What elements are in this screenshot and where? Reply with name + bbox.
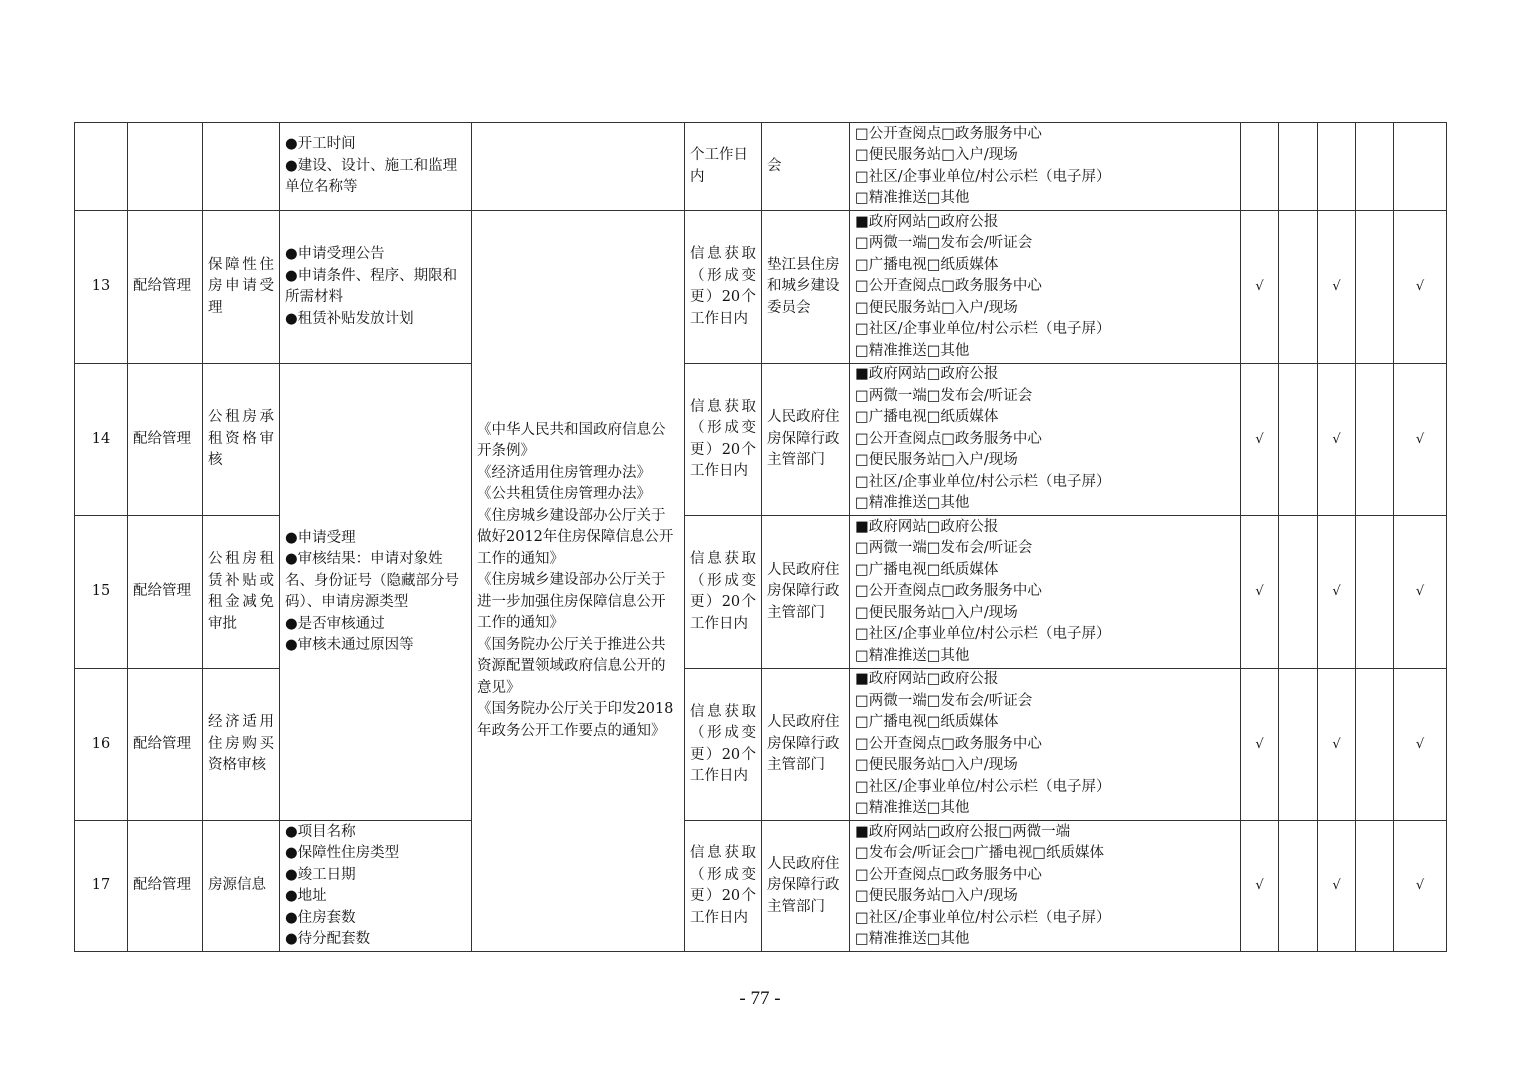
check-cell bbox=[1241, 123, 1279, 211]
content-line: ●审核未通过原因等 bbox=[285, 637, 414, 653]
check-cell bbox=[1318, 123, 1356, 211]
check-cell bbox=[1356, 123, 1394, 211]
check-cell bbox=[1279, 211, 1318, 364]
content-line: ●建设、设计、施工和监理单位名称等 bbox=[285, 157, 458, 196]
category-cell: 配给管理 bbox=[128, 211, 203, 364]
category-cell: 配给管理 bbox=[128, 821, 203, 952]
row-number: 14 bbox=[75, 364, 128, 516]
channel-line: □公开查阅点□政务服务中心 bbox=[855, 430, 1042, 447]
table-row-17 bbox=[75, 821, 1447, 952]
item-cell: 保障性住房申请受理 bbox=[203, 211, 280, 364]
channel-line: □便民服务站□入户/现场 bbox=[855, 299, 1018, 316]
basis-cell bbox=[472, 211, 685, 952]
table-row-13 bbox=[75, 211, 1447, 364]
check-cell bbox=[1356, 821, 1394, 952]
category-cell bbox=[128, 123, 203, 211]
check-cell: √ bbox=[1241, 516, 1279, 669]
basis-line: 《公共租赁住房管理办法》 bbox=[477, 486, 651, 503]
channel-line: □精准推送□其他 bbox=[855, 495, 970, 512]
content-line: ●审核结果：申请对象姓名、身份证号（隐藏部分号码）、申请房源类型 bbox=[285, 551, 459, 610]
check-cell: √ bbox=[1394, 211, 1447, 364]
timeframe-cell: 信息获取（形成变更）20个工作日内 bbox=[685, 211, 762, 364]
channel-line: □广播电视□纸质媒体 bbox=[855, 409, 999, 426]
check-cell: √ bbox=[1318, 516, 1356, 669]
content-line: ●地址 bbox=[285, 888, 327, 904]
subject-cell: 垫江县住房和城乡建设委员会 bbox=[762, 211, 850, 364]
content-cell bbox=[280, 123, 472, 211]
row-number bbox=[75, 123, 128, 211]
content-line: ●是否审核通过 bbox=[285, 615, 385, 632]
check-cell: √ bbox=[1394, 821, 1447, 952]
check-cell: √ bbox=[1241, 821, 1279, 952]
channel-line: □社区/企事业单位/村公示栏（电子屏） bbox=[855, 321, 1111, 338]
channel-line: □两微一端□发布会/听证会 bbox=[855, 235, 1033, 252]
channels-cell bbox=[850, 211, 1241, 364]
content-line: ●竣工日期 bbox=[285, 866, 356, 883]
channel-line: □公开查阅点□政务服务中心 bbox=[855, 735, 1042, 752]
channel-line: □两微一端□发布会/听证会 bbox=[855, 387, 1033, 404]
check-cell bbox=[1356, 669, 1394, 821]
channels-cell bbox=[850, 821, 1241, 952]
channel-line: ■政府网站□政府公报 bbox=[855, 671, 999, 688]
check-cell bbox=[1356, 211, 1394, 364]
check-cell bbox=[1394, 123, 1447, 211]
channel-line: ■政府网站□政府公报 bbox=[855, 518, 999, 535]
page-number: - 77 - bbox=[739, 988, 781, 1009]
check-cell: √ bbox=[1394, 516, 1447, 669]
channel-line: □社区/企事业单位/村公示栏（电子屏） bbox=[855, 168, 1111, 185]
check-cell: √ bbox=[1318, 821, 1356, 952]
row-number: 15 bbox=[75, 516, 128, 669]
check-cell bbox=[1356, 364, 1394, 516]
check-cell: √ bbox=[1241, 669, 1279, 821]
channels-cell bbox=[850, 669, 1241, 821]
check-cell bbox=[1279, 821, 1318, 952]
channel-line: □便民服务站□入户/现场 bbox=[855, 604, 1018, 621]
table-row-14 bbox=[75, 364, 1447, 516]
row-number: 17 bbox=[75, 821, 128, 952]
channel-line: □广播电视□纸质媒体 bbox=[855, 561, 999, 578]
content-line: ●项目名称 bbox=[285, 823, 356, 840]
subject-cell: 人民政府住房保障行政主管部门 bbox=[762, 669, 850, 821]
category-cell: 配给管理 bbox=[128, 516, 203, 669]
channel-line: □公开查阅点□政务服务中心 bbox=[855, 866, 1042, 883]
check-cell: √ bbox=[1241, 364, 1279, 516]
row-number: 16 bbox=[75, 669, 128, 821]
timeframe-cell: 信息获取（形成变更）20个工作日内 bbox=[685, 821, 762, 952]
channels-cell bbox=[850, 123, 1241, 211]
content-line: ●住房套数 bbox=[285, 909, 356, 926]
channel-line: □精准推送□其他 bbox=[855, 190, 970, 206]
timeframe-cell: 信息获取（形成变更）20个工作日内 bbox=[685, 364, 762, 516]
channel-line: □社区/企事业单位/村公示栏（电子屏） bbox=[855, 909, 1111, 926]
check-cell: √ bbox=[1318, 364, 1356, 516]
check-cell: √ bbox=[1241, 211, 1279, 364]
subject-cell: 人民政府住房保障行政主管部门 bbox=[762, 821, 850, 952]
channel-line: □精准推送□其他 bbox=[855, 647, 970, 664]
channel-line: □社区/企事业单位/村公示栏（电子屏） bbox=[855, 473, 1111, 490]
channel-line: □精准推送□其他 bbox=[855, 800, 970, 817]
content-cell bbox=[280, 821, 472, 952]
subject-cell: 人民政府住房保障行政主管部门 bbox=[762, 516, 850, 669]
table-row-continued bbox=[75, 123, 1447, 211]
check-cell bbox=[1279, 123, 1318, 211]
item-cell: 公租房承租资格审核 bbox=[203, 364, 280, 516]
basis-line: 《国务院办公厅关于推进公共资源配置领域政府信息公开的意见》 bbox=[477, 636, 666, 696]
channel-line: □广播电视□纸质媒体 bbox=[855, 256, 999, 273]
check-cell bbox=[1279, 516, 1318, 669]
channel-line: □精准推送□其他 bbox=[855, 931, 970, 947]
check-cell: √ bbox=[1394, 364, 1447, 516]
timeframe-cell: 信息获取（形成变更）20个工作日内 bbox=[685, 669, 762, 821]
channel-line: □精准推送□其他 bbox=[855, 342, 970, 359]
channel-line: □便民服务站□入户/现场 bbox=[855, 757, 1018, 774]
channels-cell bbox=[850, 364, 1241, 516]
row-number: 13 bbox=[75, 211, 128, 364]
channel-line: □发布会/听证会□广播电视□纸质媒体 bbox=[855, 845, 1104, 861]
subject-cell: 会 bbox=[762, 123, 850, 211]
category-cell: 配给管理 bbox=[128, 364, 203, 516]
channels-cell bbox=[850, 516, 1241, 669]
item-cell: 经济适用住房购买资格审核 bbox=[203, 669, 280, 821]
content-line: ●保障性住房类型 bbox=[285, 845, 400, 861]
channel-line: ■政府网站□政府公报□两微一端 bbox=[855, 823, 1071, 840]
content-line: ●申请受理 bbox=[285, 529, 356, 546]
item-cell bbox=[203, 123, 280, 211]
item-cell: 公租房租赁补贴或租金减免审批 bbox=[203, 516, 280, 669]
channel-line: □便民服务站□入户/现场 bbox=[855, 888, 1018, 904]
check-cell bbox=[1279, 669, 1318, 821]
check-cell: √ bbox=[1318, 669, 1356, 821]
check-cell: √ bbox=[1394, 669, 1447, 821]
content-line: ●开工时间 bbox=[285, 136, 356, 153]
channel-line: □公开查阅点□政务服务中心 bbox=[855, 583, 1042, 600]
disclosure-table bbox=[74, 122, 1447, 952]
channel-line: ■政府网站□政府公报 bbox=[855, 213, 999, 230]
channel-line: □社区/企事业单位/村公示栏（电子屏） bbox=[855, 626, 1111, 643]
channel-line: ■政府网站□政府公报 bbox=[855, 366, 999, 383]
channel-line: □社区/企事业单位/村公示栏（电子屏） bbox=[855, 778, 1111, 795]
basis-line: 《住房城乡建设部办公厅关于进一步加强住房保障信息公开工作的通知》 bbox=[477, 572, 666, 632]
content-line: ●待分配套数 bbox=[285, 931, 371, 947]
content-cell bbox=[280, 211, 472, 364]
timeframe-cell: 信息获取（形成变更）20个工作日内 bbox=[685, 516, 762, 669]
basis-line: 《经济适用住房管理办法》 bbox=[477, 464, 651, 481]
item-cell: 房源信息 bbox=[203, 821, 280, 952]
timeframe-cell: 个工作日内 bbox=[685, 123, 762, 211]
subject-cell: 人民政府住房保障行政主管部门 bbox=[762, 364, 850, 516]
channel-line: □公开查阅点□政务服务中心 bbox=[855, 278, 1042, 295]
channel-line: □广播电视□纸质媒体 bbox=[855, 714, 999, 731]
content-cell-merged bbox=[280, 364, 472, 821]
content-line: ●租赁补贴发放计划 bbox=[285, 310, 414, 327]
basis-cell bbox=[472, 123, 685, 211]
channel-line: □便民服务站□入户/现场 bbox=[855, 147, 1018, 163]
basis-line: 《中华人民共和国政府信息公开条例》 bbox=[477, 421, 666, 460]
content-line: ●申请受理公告 bbox=[285, 246, 385, 262]
check-cell bbox=[1356, 516, 1394, 669]
channel-line: □便民服务站□入户/现场 bbox=[855, 452, 1018, 469]
basis-line: 《国务院办公厅关于印发2018年政务公开工作要点的通知》 bbox=[477, 701, 674, 739]
check-cell bbox=[1279, 364, 1318, 516]
check-cell: √ bbox=[1318, 211, 1356, 364]
channel-line: □两微一端□发布会/听证会 bbox=[855, 540, 1033, 557]
channel-line: □公开查阅点□政务服务中心 bbox=[855, 125, 1042, 142]
basis-line: 《住房城乡建设部办公厅关于做好2012年住房保障信息公开工作的通知》 bbox=[477, 507, 674, 567]
category-cell: 配给管理 bbox=[128, 669, 203, 821]
channel-line: □两微一端□发布会/听证会 bbox=[855, 692, 1033, 709]
content-line: ●申请条件、程序、期限和所需材料 bbox=[285, 267, 458, 305]
